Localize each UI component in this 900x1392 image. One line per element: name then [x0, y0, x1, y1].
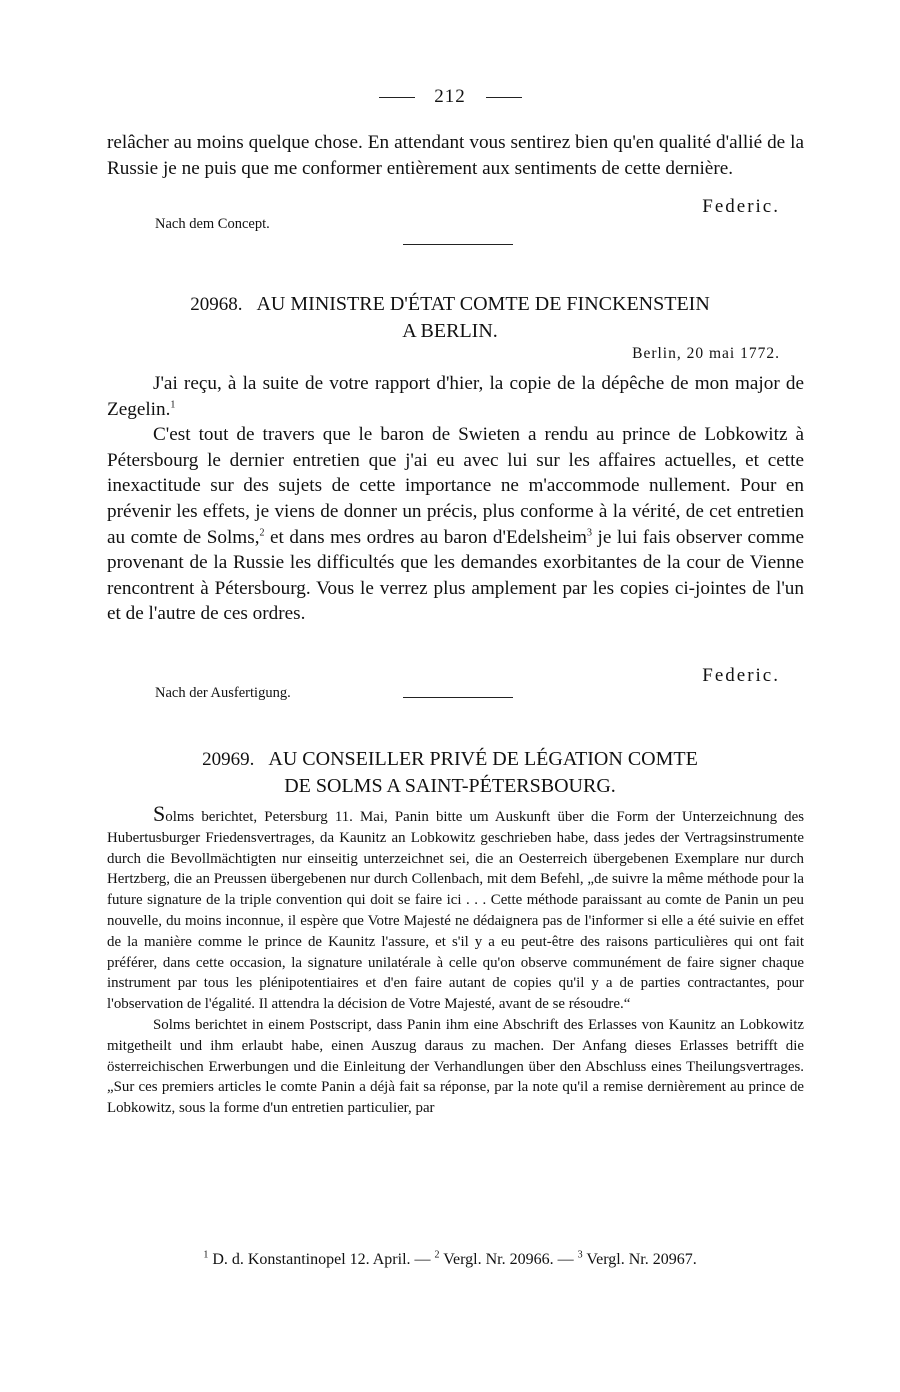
- letter-recipient: AU CONSEILLER PRIVÉ DE LÉGATION COMTE: [268, 748, 698, 770]
- page-number-dash-left: [379, 97, 415, 98]
- signature-federic-2: Federic.: [702, 665, 780, 686]
- letter-number: 20969.: [202, 749, 255, 770]
- initial-letter: S: [153, 801, 166, 826]
- footnote-ref-3: 3: [586, 527, 592, 539]
- source-note-concept: Nach dem Concept.: [155, 216, 270, 232]
- continued-paragraph: relâcher au moins quelque chose. En attendant vous sentirez bien qu'en qualité d'allié de la Russie je ne puis que me conformer entièrement aux sentiments de cette dernière.: [107, 132, 804, 179]
- heading-line-2: DE SOLMS A SAINT-PÉTERSBOURG.: [284, 775, 616, 797]
- heading-line-1: [0, 746, 900, 773]
- letter-paragraph-2: [107, 422, 804, 627]
- footnote-mark-1: 1: [203, 1249, 209, 1261]
- letter-paragraph-1: [107, 371, 804, 422]
- signature-federic-1: Federic.: [702, 196, 780, 217]
- report-summary-20969: [107, 801, 804, 1119]
- heading-line-1: [0, 291, 900, 318]
- paragraph-text: olms berichtet, Petersburg 11. Mai, Panin bitte um Auskunft über die Form der Unterzeichnung des Hubertusburger Friedensvertrages, da Kaunitz an Lobkowitz geschrieben habe, dass jedes der Vertragsinstrumente durch die Bevollmächtigten nur einseitig unterzeichnet sei, die an Oesterreich übergebenen Exemplare nur durch Hertzberg, die an Preussen übergebenen nur durch Collenbach, mit dem Befehl, „de suivre la même méthode pour la future signature de la triple convention qui doit se faire ici . . . Cette méthode paraissant au comte de Panin un peu nouvelle, du moins inconnue, il espère que Votre Majesté ne dédaignera pas de l'informer si elle a été suivie en effet de la manière comme le prince de Kaunitz l'assure, et s'il y a eu peut-être des raisons particulières qui ont fait préférer, dans cette occasion, la signature unilatérale à celle qu'on observe communément de faire signer chaque instrument par tous les plénipotentiaires et d'en faire autant de copies qu'il y a de parties contractantes, pour l'observation de l'égalité. Il attendra la décision de Votre Majesté, avant de se résoudre.“: [107, 809, 804, 1013]
- letter-body-20968: [107, 371, 804, 627]
- paragraph-text: C'est tout de travers que le baron de Swieten a rendu au prince de Lobkowitz à Pétersbourg le dernier entretien que j'ai eu avec lui sur les affaires actuelles, et cette inexactitude sur des sujets de cette importance ne m'accommode nullement. Pour en prévenir les effets, je viens de donner un précis, plus conforme à la vérité, de cet entretien au comte de Solms,: [107, 424, 804, 548]
- footnote-ref-2: 2: [259, 527, 265, 539]
- section-divider-2: [403, 697, 513, 698]
- dateline-20968: Berlin, 20 mai 1772.: [632, 345, 780, 362]
- footnote-ref-1: 1: [170, 399, 176, 411]
- heading-line-2: A BERLIN.: [402, 320, 498, 342]
- footnote-2: Vergl. Nr. 20966. —: [439, 1251, 578, 1268]
- page-number-line: [0, 86, 900, 108]
- summary-paragraph-2: Solms berichtet in einem Postscript, dass Panin ihm eine Abschrift des Erlasses von Kaunitz an Lobkowitz mitgetheilt und ihm erlaubt habe, einen Auszug daraus zu machen. Der Anfang dieses Erlasses betrifft die österreichischen Erwerbungen und die Einleitung der Verhandlungen über den Abschluss eines Theilungsvertrages. „Sur ces premiers articles le comte Panin a déjà fait sa réponse, par la note qu'il a remise dernièrement au prince de Lobkowitz, sous la forme d'un entretien particulier, par: [107, 1016, 804, 1117]
- continued-letter-text: [107, 130, 804, 181]
- paragraph-text: je lui fais observer comme provenant de la Russie les difficultés que les demandes exorbitantes de la cour de Vienne rencontrent à Pétersbourg. Vous le verrez plus amplement par les copies ci-jointes de l'un et de l'autre de ces ordres.: [107, 526, 805, 625]
- footnote-3: Vergl. Nr. 20967.: [582, 1251, 697, 1268]
- paragraph-text: J'ai reçu, à la suite de votre rapport d'hier, la copie de la dépêche de mon major de Zegelin.: [107, 373, 804, 420]
- footnote-mark-2: 2: [434, 1249, 440, 1261]
- footnote-1: D. d. Konstantinopel 12. April. —: [208, 1251, 435, 1268]
- summary-paragraph-1: [107, 801, 804, 1015]
- paragraph-text: et dans mes ordres au baron d'Edelsheim: [264, 526, 587, 548]
- page-number: 212: [434, 86, 466, 107]
- footnotes: [0, 1251, 900, 1269]
- letter-heading-20969: [0, 746, 900, 799]
- letter-heading-20968: [0, 291, 900, 344]
- section-divider-1: [403, 244, 513, 245]
- source-note-ausfertigung: Nach der Ausfertigung.: [155, 685, 291, 701]
- page-number-dash-right: [486, 97, 522, 98]
- footnote-mark-3: 3: [577, 1249, 583, 1261]
- letter-recipient: AU MINISTRE D'ÉTAT COMTE DE FINCKENSTEIN: [256, 293, 710, 315]
- letter-number: 20968.: [190, 294, 243, 315]
